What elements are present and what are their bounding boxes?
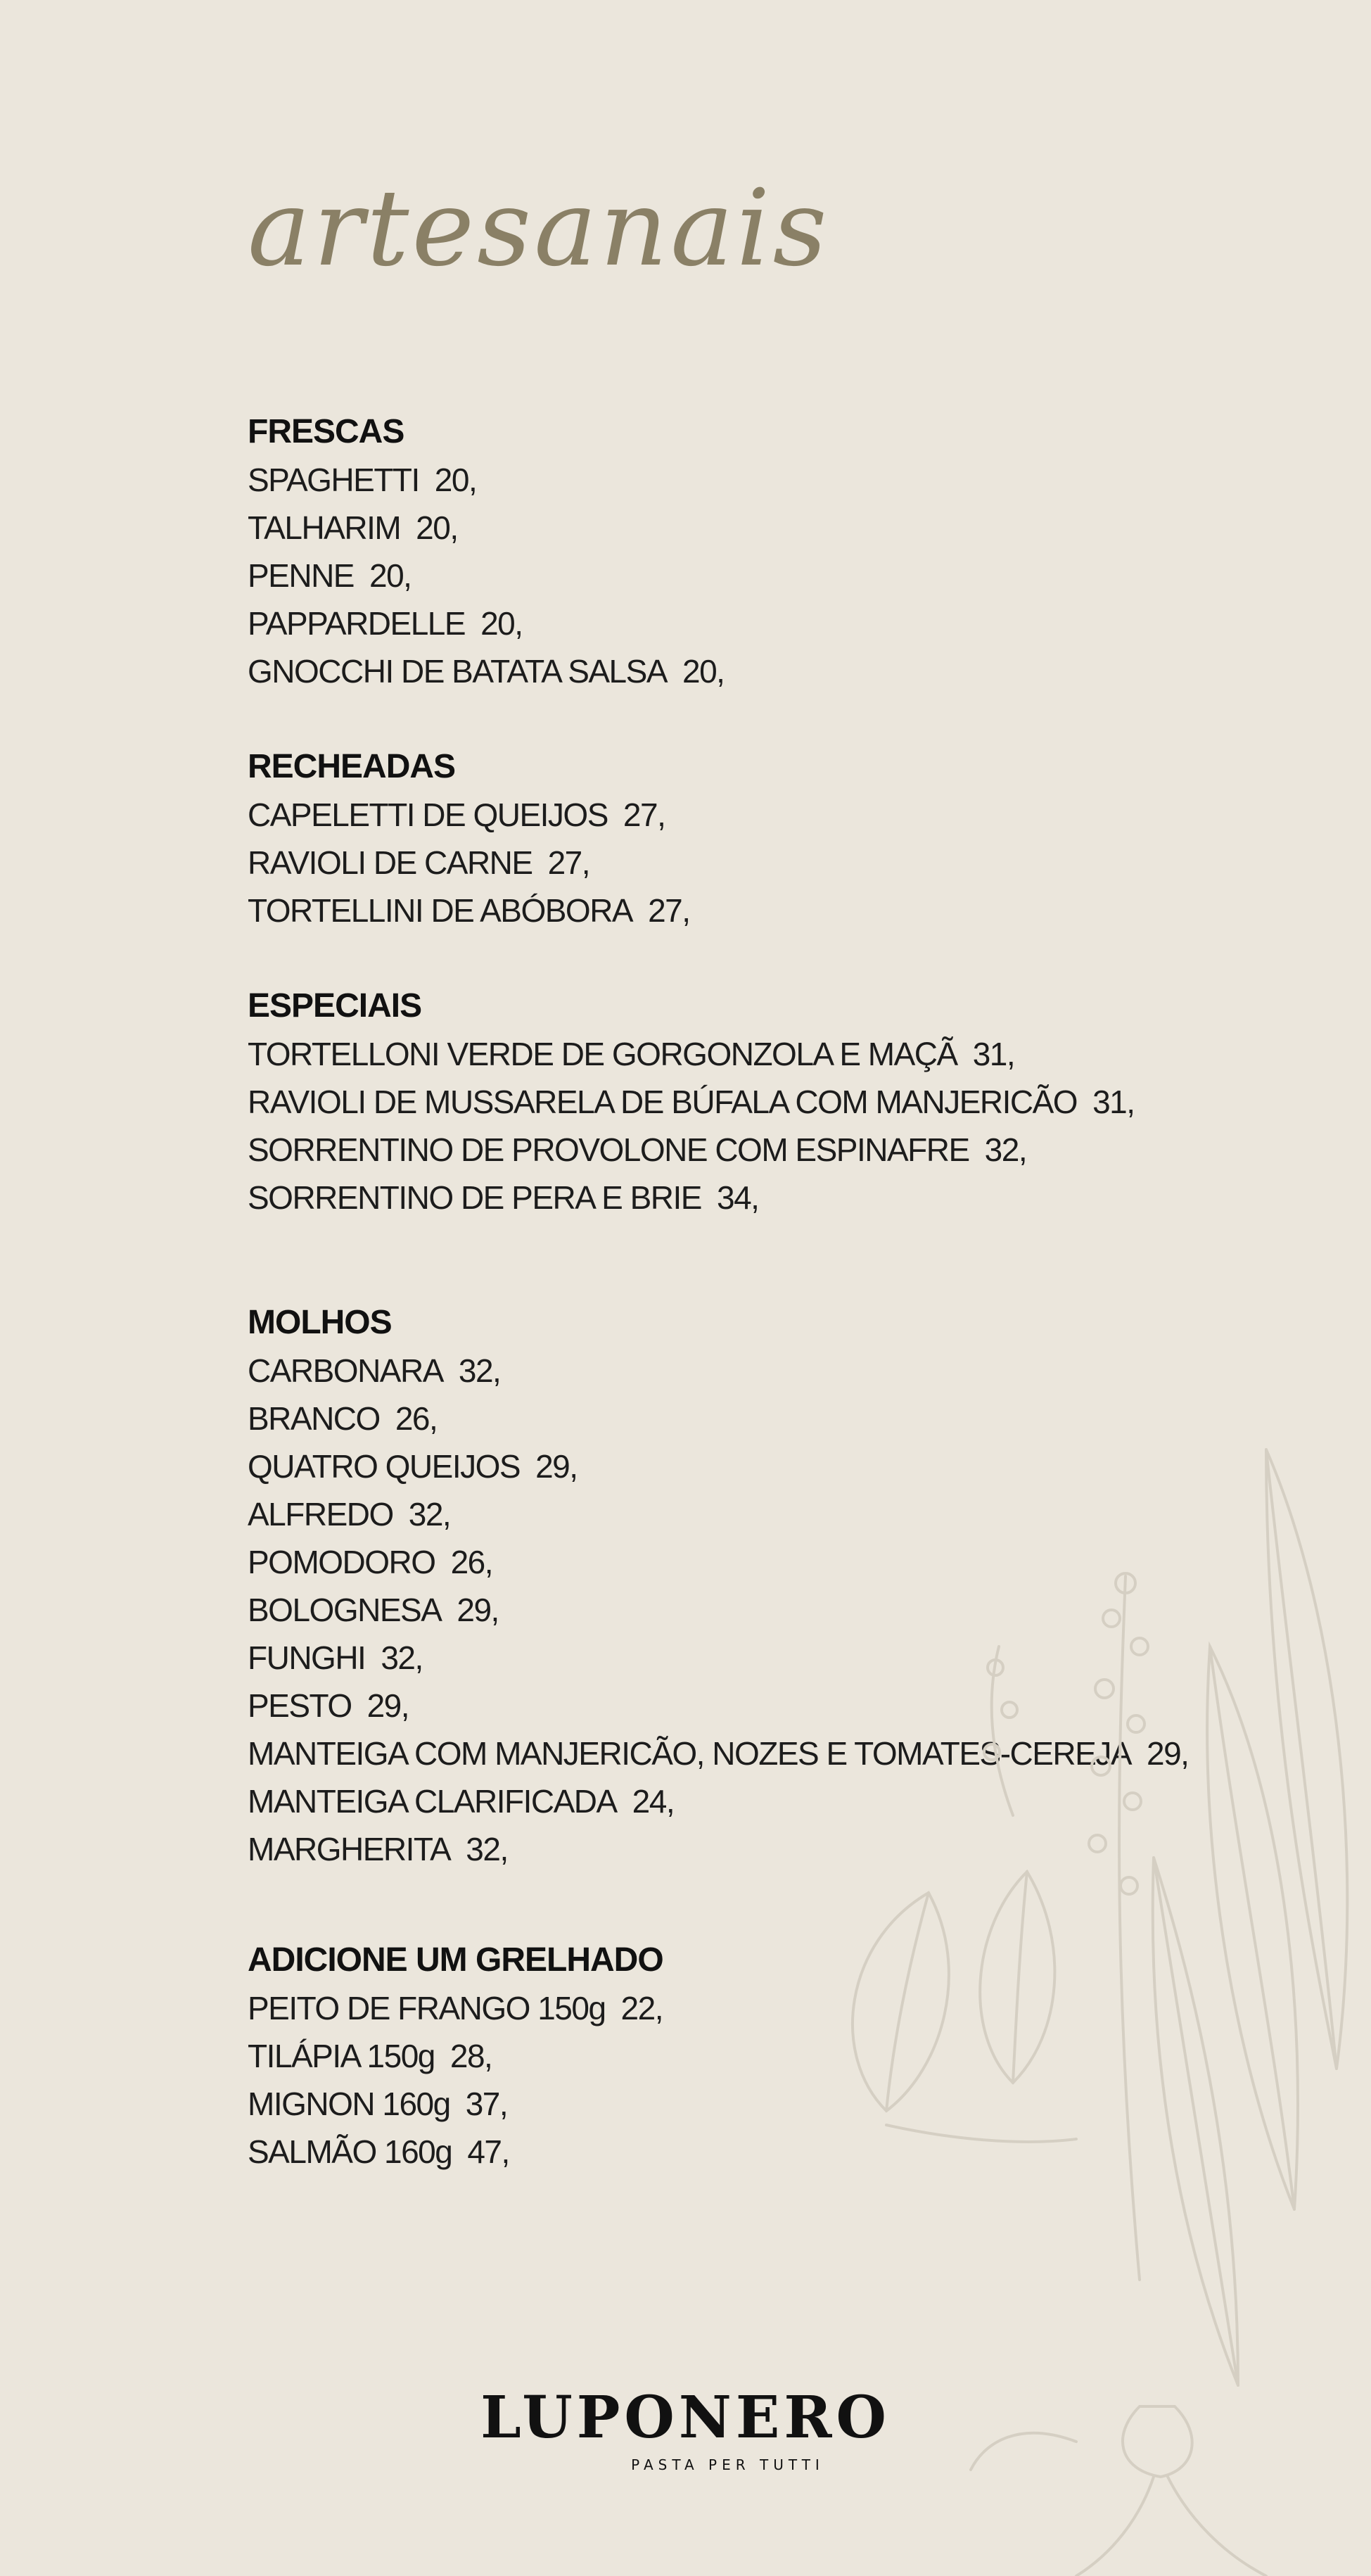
item-price: 20, xyxy=(434,462,477,498)
menu-item xyxy=(248,552,1197,599)
item-name: RAVIOLI DE CARNE xyxy=(248,844,533,881)
item-name: SALMÃO 160g xyxy=(248,2133,452,2170)
item-price: 28, xyxy=(449,2038,492,2074)
menu-item xyxy=(248,1126,1197,1174)
item-name: ALFREDO xyxy=(248,1496,393,1533)
logo-name: LUPONERO xyxy=(480,2384,891,2451)
section-title: ESPECIAIS xyxy=(248,987,422,1024)
item-name: PESTO xyxy=(248,1687,352,1724)
menu-item xyxy=(248,1078,1197,1126)
brand-logo xyxy=(0,2384,1371,2473)
item-name: TORTELLONI VERDE DE GORGONZOLA E MAÇÃ xyxy=(248,1036,957,1072)
item-price: 26, xyxy=(450,1544,493,1580)
item-price: 20, xyxy=(416,509,458,546)
item-name: PENNE xyxy=(248,557,354,594)
item-price: 24, xyxy=(632,1783,675,1820)
section-title: ADICIONE UM GRELHADO xyxy=(248,1941,663,1979)
menu-item xyxy=(248,599,1197,647)
item-name: PAPPARDELLE xyxy=(248,605,466,642)
section-frescas xyxy=(248,408,1197,695)
spacer xyxy=(248,695,1197,743)
item-name: POMODORO xyxy=(248,1544,435,1580)
item-price: 32, xyxy=(408,1496,451,1533)
item-name: MARGHERITA xyxy=(248,1831,451,1867)
item-price: 20, xyxy=(480,605,523,642)
item-price: 32, xyxy=(466,1831,508,1867)
page-title: artesanais xyxy=(248,167,830,290)
item-name: PEITO DE FRANGO 150g xyxy=(248,1990,606,2026)
menu-item xyxy=(248,887,1197,934)
item-name: BRANCO xyxy=(248,1400,380,1437)
section-especiais xyxy=(248,982,1197,1222)
item-price: 31, xyxy=(1092,1084,1135,1120)
menu-item xyxy=(248,456,1197,504)
item-price: 29, xyxy=(457,1592,499,1628)
section-title: FRESCAS xyxy=(248,413,404,450)
item-name: MANTEIGA CLARIFICADA xyxy=(248,1783,617,1820)
item-name: CAPELETTI DE QUEIJOS xyxy=(248,797,608,833)
item-name: SORRENTINO DE PERA E BRIE xyxy=(248,1179,701,1216)
item-price: 27, xyxy=(547,844,590,881)
item-name: BOLOGNESA xyxy=(248,1592,442,1628)
item-price: 32, xyxy=(458,1352,501,1389)
menu-item xyxy=(248,839,1197,887)
menu-item xyxy=(248,1030,1197,1078)
item-price: 27, xyxy=(623,797,665,833)
item-name: CARBONARA xyxy=(248,1352,443,1389)
menu-item xyxy=(248,647,1197,695)
section-recheadas xyxy=(248,743,1197,934)
item-name: MANTEIGA COM MANJERICÃO, NOZES E TOMATES-CEREJA xyxy=(248,1735,1131,1772)
item-name: QUATRO QUEIJOS xyxy=(248,1448,521,1485)
item-price: 20, xyxy=(682,653,725,690)
item-price: 31, xyxy=(972,1036,1015,1072)
section-title: MOLHOS xyxy=(248,1304,392,1341)
item-name: GNOCCHI DE BATATA SALSA xyxy=(248,653,668,690)
item-name: TILÁPIA 150g xyxy=(248,2038,435,2074)
item-price: 32, xyxy=(984,1131,1027,1168)
item-price: 20, xyxy=(369,557,412,594)
item-name: MIGNON 160g xyxy=(248,2086,450,2122)
section-title: RECHEADAS xyxy=(248,748,456,785)
item-price: 26, xyxy=(395,1400,438,1437)
item-price: 32, xyxy=(381,1639,423,1676)
menu-item xyxy=(248,791,1197,839)
item-price: 37, xyxy=(465,2086,508,2122)
item-price: 47, xyxy=(467,2133,509,2170)
logo-tagline: PASTA PER TUTTI xyxy=(631,2456,824,2473)
item-price: 22, xyxy=(620,1990,663,2026)
menu-item xyxy=(248,1347,1197,1395)
menu-item xyxy=(248,1174,1197,1222)
item-price: 29, xyxy=(366,1687,409,1724)
spacer xyxy=(248,934,1197,982)
item-name: TALHARIM xyxy=(248,509,401,546)
item-price: 34, xyxy=(716,1179,759,1216)
menu-item xyxy=(248,504,1197,552)
spacer xyxy=(248,1222,1197,1299)
item-price: 29, xyxy=(1147,1735,1189,1772)
item-name: RAVIOLI DE MUSSARELA DE BÚFALA COM MANJERICÃO xyxy=(248,1084,1078,1120)
item-name: TORTELLINI DE ABÓBORA xyxy=(248,892,633,929)
item-price: 27, xyxy=(648,892,690,929)
item-name: SPAGHETTI xyxy=(248,462,419,498)
item-price: 29, xyxy=(535,1448,578,1485)
item-name: SORRENTINO DE PROVOLONE COM ESPINAFRE xyxy=(248,1131,969,1168)
item-name: FUNGHI xyxy=(248,1639,366,1676)
